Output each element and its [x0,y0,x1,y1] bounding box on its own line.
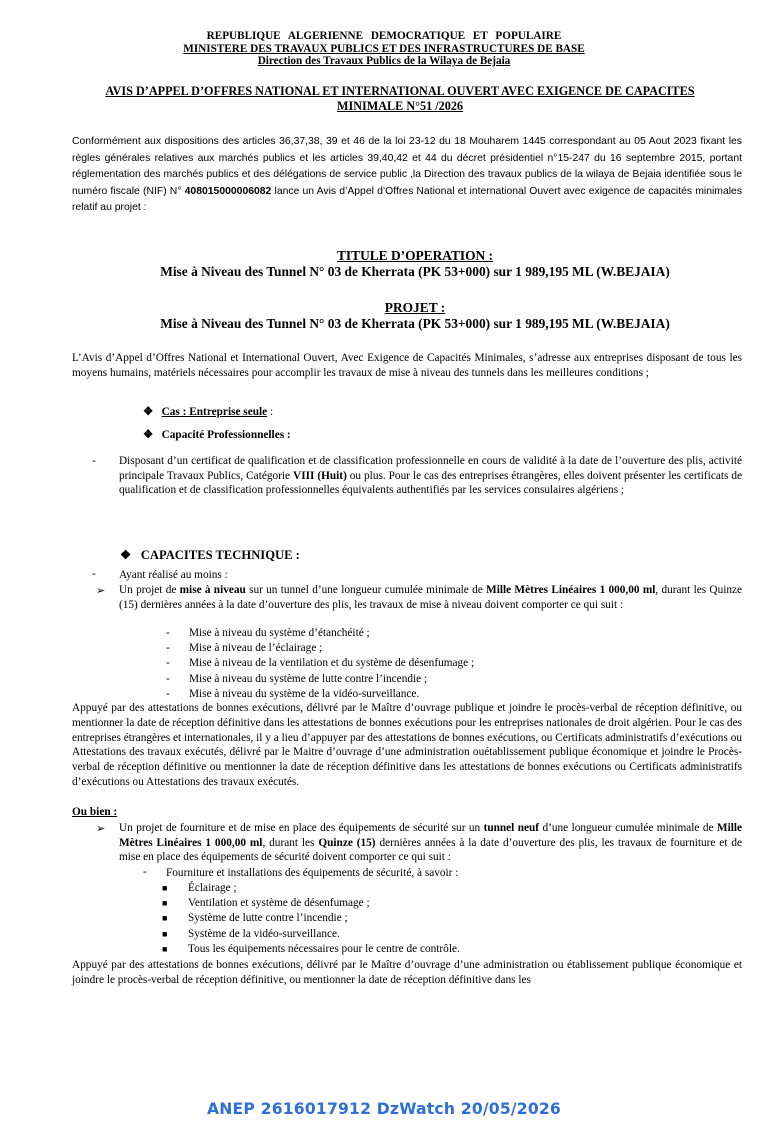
appuye-paragraph-1: Appuyé par des attestations de bonnes exécutions, délivré par le Maître d’ouvrage publique et joindre le procès-verbal de réception définitive, ou mentionner la date de réception définitive dans les attestations de bonnes exécutions pour les entreprises nationales de droit algérien. Pour le cas des entreprises étrangères et internationales, il y a lieu d’appuyer par des attestations de bonnes exécutions, ou Certificats administratifs d’exécutions ou Attestations des travaux exécutés, délivré par le Maitre d’ouvrage d’une administration ouétablissement publique économique et joindre le Procès-verbal de réception définitive ou mentionner la date de réception définitive dans les attestations de bonnes exécutions ou Certificats administratifs d’exécutions ou Attestations des travaux exécutés. [72,702,742,788]
arrow-bullet-icon: ➢ [96,823,106,835]
projet2-b3: Quinze (15) [318,836,376,849]
projet2-p3: , durant les [262,836,315,849]
projet1-p3: , durant les Quinze (15) dernières années à la date d’ouverture des plis, les travaux de mise à niveau doivent comporter ce qui suit : [119,584,743,611]
projet1-b2: Mille Mètres Linéaires 1 000,00 ml [486,584,656,596]
intro-text-before-nif: Conformément aux dispositions des articles 36,37,38, 39 et 46 de la loi 23-12 du 18 Mouharem 1445 correspondant au 05 Aout 2023 fixant les règles générales relatives aux marchés publics et les articles 39,40,42 et 44 du décret présidentiel n°15-247 du 16 septembre 2015, portant réglementation des marchés publics et des délégations de service public ,la Direction des travaux publics de la wilaya de Bejaia identifiée sous le numéro fiscale (NIF) N° [72,136,742,197]
projet1-p1: Un projet de [119,584,177,596]
projet2-b2: Mille Mètres Linéaires 1 000,00 ml [119,822,743,849]
list-item: ■ Ventilation et système de désenfumage ; [162,896,460,911]
capacites-technique-heading [120,547,300,563]
projet1-paragraph [119,583,742,612]
projet1-b1: mise à niveau [179,584,246,596]
square-bullet-icon: ■ [162,898,168,909]
square-bullet-icon: ■ [162,913,168,924]
intro-text-after-nif: lance un Avis d’Appel d’Offres National et international Ouvert avec exigence de capacités minimales relatif au projet : [72,185,743,214]
certificat-categorie: VIII (Huit) [293,469,347,482]
ayant-line: Ayant réalisé au moins : [119,569,228,581]
dash-marker: - [143,866,147,878]
list-item: ■ Éclairage ; [162,881,460,896]
projet-block [60,300,768,332]
certificat-after: ou plus. Pour le cas des entreprises étrangères, elles doivent présenter les certificats de qualification et de classification professionnelles équivalents authentifiés par les services consulaires algériens ; [119,469,742,497]
square-bullet-icon: ■ [162,928,168,939]
projet2-b1: tunnel neuf [483,822,540,834]
appuye-paragraph-2: Appuyé par des attestations de bonnes exécutions, délivré par le Maître d’ouvrage d’une administration ou établissement publique économique et joindre le procès-verbal de réception définitive, ou mentionner la date de réception définitive dans les [72,959,742,986]
projet1-p2: sur un tunnel d’une longueur cumulée minimale de [249,584,483,596]
diamond-bullet-icon: ❖ [143,429,154,441]
document-header [0,30,768,68]
operation-block [60,248,768,280]
intro-paragraph [72,134,742,217]
avis-title-line-2: MINIMALE N°51 /2026 [336,98,464,113]
list-item: - Mise à niveau du système de lutte contre l’incendie ; [166,672,428,685]
avis-title-line-1: AVIS D’APPEL D’OFFRES NATIONAL ET INTERNATIONAL OUVERT AVEC EXIGENCE DE CAPACITES [105,84,695,98]
projet-title: Mise à Niveau des Tunnel N° 03 de Kherrata (PK 53+000) sur 1 989,195 ML (W.BEJAIA) [160,316,670,331]
list-item: ■ Tous les équipements nécessaires pour le centre de contrôle. [162,942,460,957]
projet2-items-list [162,881,460,957]
cas-suffix: : [267,406,274,418]
square-bullet-icon: ■ [162,943,168,954]
ou-bien-label: Ou bien : [72,806,118,818]
operation-heading: TITULE D’OPERATION : [337,248,493,263]
projet2-p1: Un projet de fourniture et de mise en place des équipements de sécurité sur un [119,822,481,834]
anep-footer-stamp: ANEP 2616017912 DzWatch 20/05/2026 [207,1100,561,1118]
projet2-p4: dernières années à la date d’ouverture des plis, les travaux de fourniture et de mise en place des équipements de sécurité doivent comporter ce qui suit : [119,836,743,864]
list-item: - Mise à niveau de l’éclairage ; [166,642,323,655]
dash-marker: - [92,455,96,467]
direction-line: Direction des Travaux Publics de la Wilaya de Bejaia [257,55,511,67]
avis-title [70,84,730,113]
square-bullet-icon: ■ [162,883,168,893]
cas-bullet [143,405,273,418]
republic-line: REPUBLIQUE ALGERIENNE DEMOCRATIQUE ET POPULAIRE [206,30,562,42]
list-item: - Mise à niveau de la ventilation et du système de désenfumage ; [166,657,475,670]
diamond-bullet-icon: ❖ [143,406,154,418]
capacite-pro-bullet [143,428,291,441]
list-item: ■ Système de la vidéo-surveillance. [162,927,460,942]
nif-number: 408015000006082 [184,185,272,197]
projet2-paragraph [119,821,742,865]
avis-paragraph: L’Avis d’Appel d’Offres National et International Ouvert, Avec Exigence de Capacités Minimales, s’adresse aux entreprises disposant de tous les moyens humains, matériels nécessaires pour accomplir les travaux de mise à niveau des tunnels dans les meilleures conditions ; [72,352,742,379]
cas-label: Cas : Entreprise seule [161,406,268,418]
list-item: - Mise à niveau du système d’étanchéité ; [166,627,370,639]
certificat-paragraph [119,454,742,498]
fourniture-line: Fourniture et installations des équipements de sécurité, à savoir : [166,867,459,879]
diamond-bullet-icon: ❖ [120,548,132,562]
list-item: ■ Système de lutte contre l’incendie ; [162,911,460,926]
projet1-items-list [166,626,474,702]
dash-marker: - [92,568,96,580]
capacites-technique-label: CAPACITES TECHNIQUE : [140,548,300,562]
capacite-pro-label: Capacité Professionnelles : [161,429,291,441]
projet-heading: PROJET : [384,300,446,315]
certificat-before: Disposant d’un certificat de qualification et de classification professionnelle en cours de validité à la date de l’ouverture des plis, activité principale Travaux Publics, Catégorie [119,455,742,482]
ministry-line: MINISTERE DES TRAVAUX PUBLICS ET DES INFRASTRUCTURES DE BASE [183,42,585,55]
projet2-p2: d’une longueur cumulée minimale de [542,822,714,834]
list-item: - Mise à niveau du système de la vidéo-surveillance. [166,687,420,700]
arrow-bullet-icon: ➢ [96,585,106,597]
operation-title: Mise à Niveau des Tunnel N° 03 de Kherrata (PK 53+000) sur 1 989,195 ML (W.BEJAIA) [160,264,670,279]
